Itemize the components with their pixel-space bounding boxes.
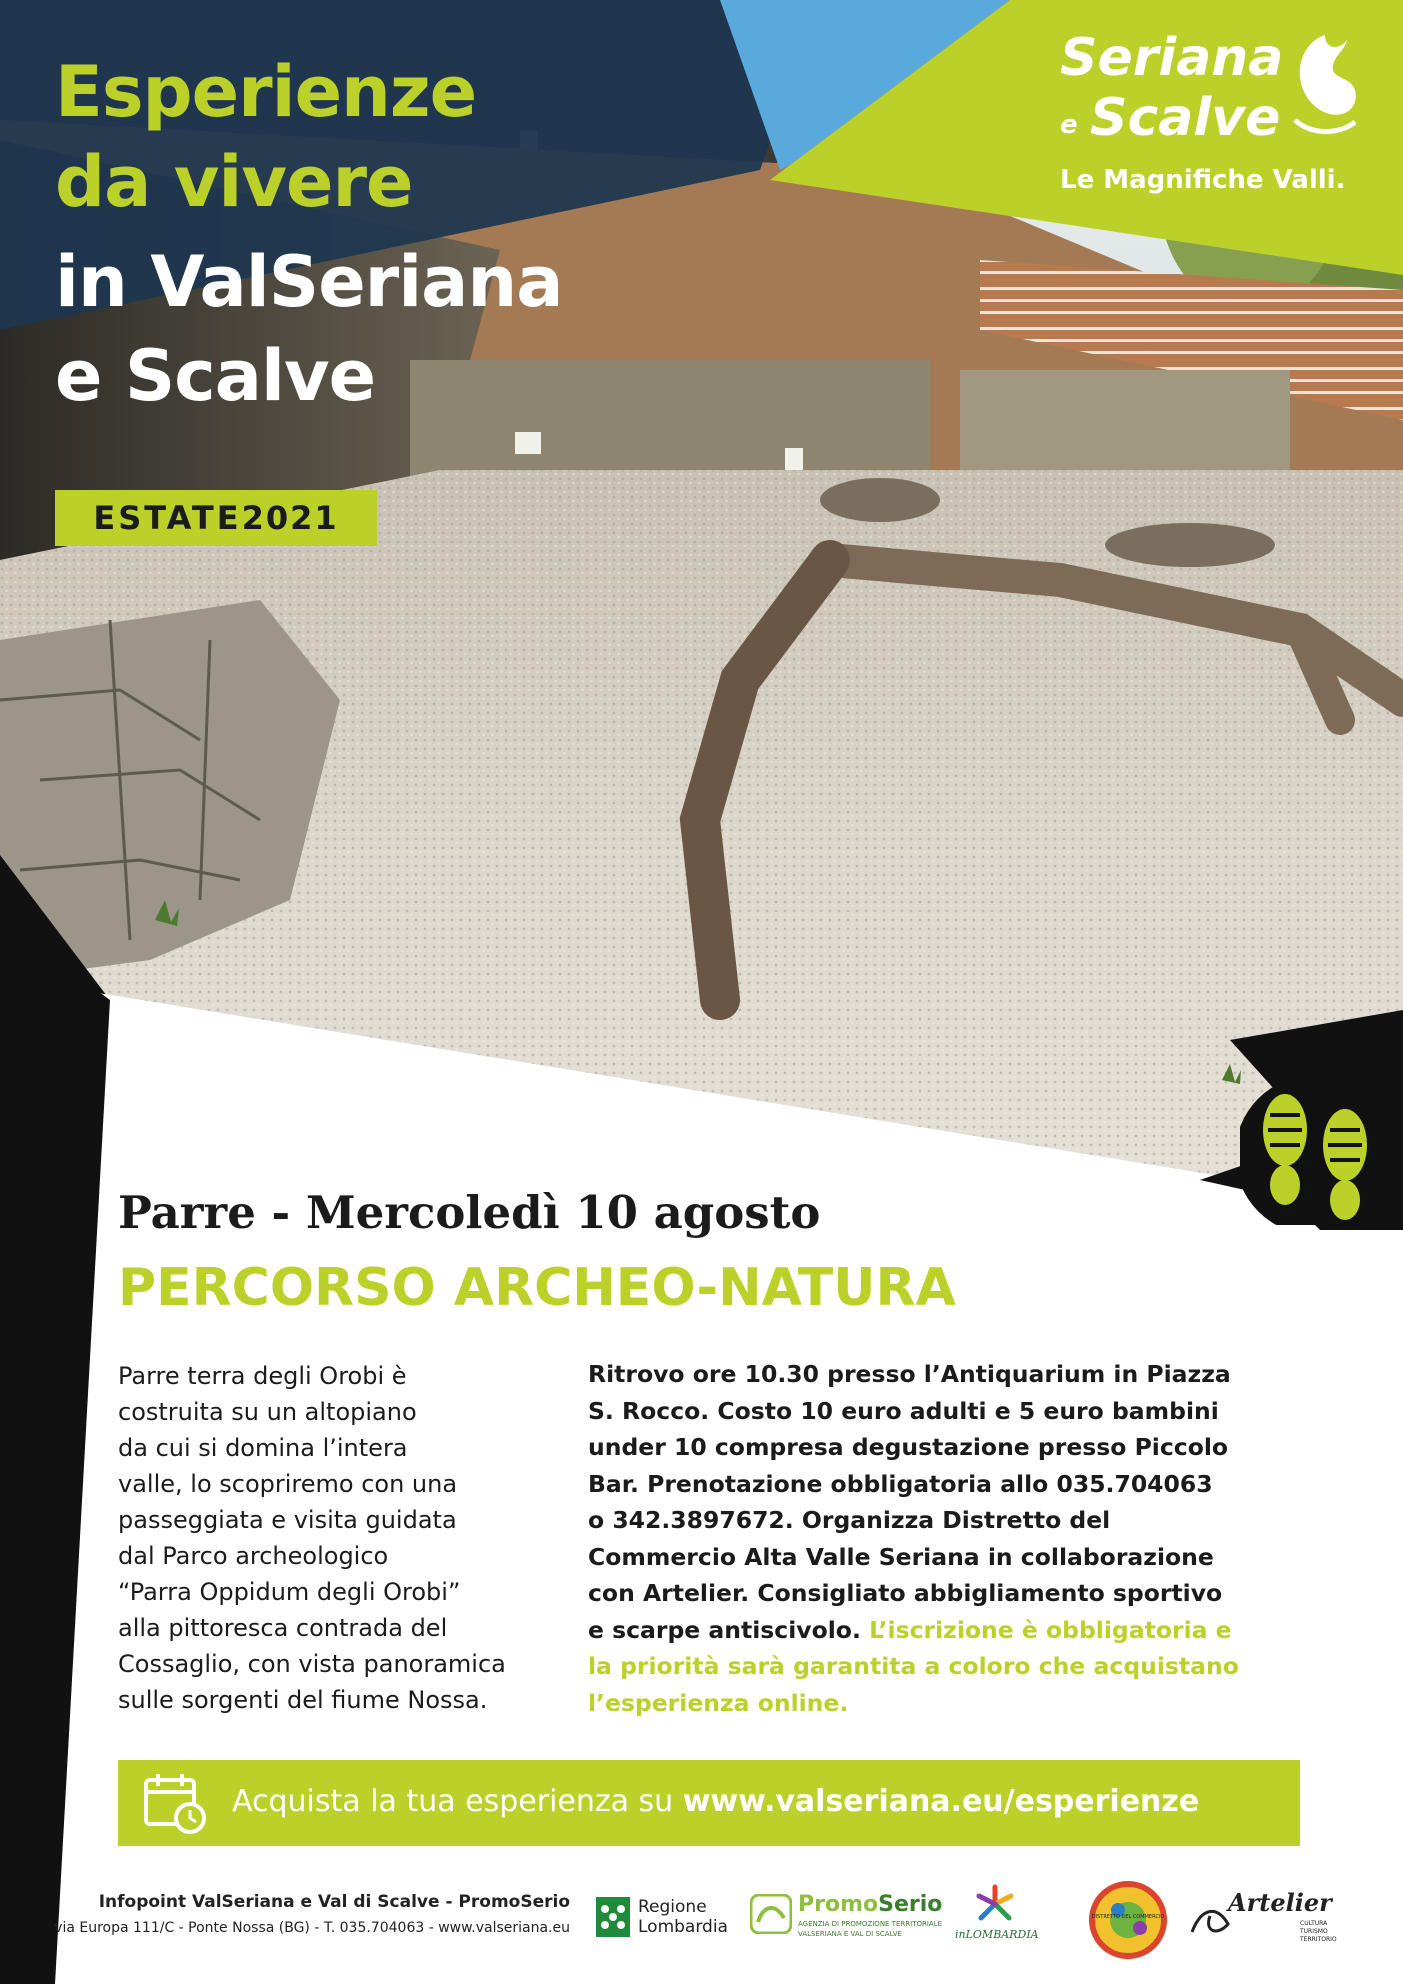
promoserio-sub1: AGENZIA DI PROMOZIONE TERRITORIALE	[798, 1920, 943, 1928]
event-place-date: Parre - Mercoledì 10 agosto	[118, 1186, 821, 1239]
brand-name-connector: e	[1060, 110, 1078, 140]
title-line-1: Esperienze	[55, 51, 477, 133]
inlombardia-text: inLOMBARDIA	[955, 1928, 1039, 1941]
description-line: Parre terra degli Orobi è	[118, 1362, 407, 1390]
promoserio-wordmark	[798, 1892, 942, 1917]
artelier-wordmark: Artelier	[1228, 1888, 1332, 1917]
description-line: alla pittoresca contrada del	[118, 1614, 448, 1642]
promoserio-emblem-icon	[750, 1894, 792, 1934]
season-badge	[55, 490, 377, 546]
artelier-logo	[1190, 1888, 1337, 1948]
details-highlight-line: l’esperienza online.	[588, 1688, 849, 1717]
regione-line1: Regione	[638, 1897, 707, 1917]
description-line: da cui si domina l’intera	[118, 1434, 408, 1462]
description-line: dal Parco archeologico	[118, 1542, 389, 1570]
footprints-icon	[1240, 1085, 1390, 1225]
details-line-last	[588, 1612, 1288, 1649]
details-text: e scarpe antiscivolo.	[588, 1615, 861, 1644]
description-line: valle, lo scopriremo con una	[118, 1470, 458, 1498]
title-line-4: e Scalve	[55, 335, 376, 417]
purchase-link[interactable]: www.valseriana.eu/esperienze	[682, 1784, 1200, 1819]
purchase-prefix: Acquista la tua esperienza su	[232, 1784, 683, 1819]
description-line: passeggiata e visita guidata	[118, 1506, 457, 1534]
details-line: o 342.3897672. Organizza Distretto del	[588, 1506, 1111, 1534]
event-description	[118, 1358, 558, 1718]
brand-mountain-logo-icon	[1285, 30, 1365, 140]
regione-line2: Lombardia	[638, 1917, 728, 1937]
artelier-sub2: TURISMO	[1300, 1928, 1328, 1935]
promoserio-b: Serio	[878, 1892, 943, 1917]
details-highlight-line: la priorità sarà garantita a coloro che acquistano	[588, 1652, 1239, 1680]
event-title: PERCORSO ARCHEO-NATURA	[118, 1258, 956, 1318]
description-line: Cossaglio, con vista panoramica	[118, 1650, 506, 1678]
inlombardia-logo	[955, 1884, 1039, 1954]
season-year: 2021	[241, 499, 339, 537]
details-line: Ritrovo ore 10.30 presso l’Antiquarium in Piazza	[588, 1360, 1231, 1388]
artelier-sub3: TERRITORIO	[1300, 1936, 1337, 1943]
event-details	[588, 1356, 1288, 1721]
details-highlight: L’iscrizione è obbligatoria e	[869, 1615, 1232, 1644]
description-line: costruita su un altopiano	[118, 1398, 417, 1426]
promoserio-sub2: VALSERIANA E VAL DI SCALVE	[798, 1930, 902, 1938]
infopoint-address: via Europa 111/C - Ponte Nossa (BG) - T. 035.704063 - www.valseriana.eu	[54, 1920, 570, 1936]
artelier-swirl-icon	[1190, 1902, 1230, 1938]
brand-name-line2: Scalve	[1090, 88, 1281, 148]
details-line: con Artelier. Consigliato abbigliamento sportivo	[588, 1579, 1223, 1607]
lombardy-rose-icon	[596, 1897, 630, 1937]
brand-tagline: Le Magnifiche Valli.	[1060, 165, 1346, 195]
artelier-sub1: CULTURA	[1300, 1920, 1328, 1927]
distretto-logo	[1088, 1880, 1168, 1960]
details-line: Commercio Alta Valle Seriana in collaborazione	[588, 1542, 1214, 1571]
promoserio-logo	[750, 1892, 943, 1952]
brand-name-line1: Seriana	[1060, 28, 1284, 88]
details-line: S. Rocco. Costo 10 euro adulti e 5 euro bambini	[588, 1396, 1219, 1425]
calendar-clock-icon	[142, 1770, 208, 1836]
description-line: “Parra Oppidum degli Orobi”	[118, 1578, 461, 1606]
title-line-2: da vivere	[55, 141, 413, 223]
season-label: ESTATE	[93, 499, 242, 537]
inlombardia-star-icon	[973, 1884, 1017, 1924]
regione-lombardia-logo	[596, 1895, 736, 1951]
details-line: Bar. Prenotazione obbligatoria allo 035.704063	[588, 1469, 1213, 1498]
title-line-3: in ValSeriana	[55, 241, 563, 323]
purchase-text[interactable]	[232, 1784, 1199, 1819]
details-line: under 10 compresa degustazione presso Piccolo	[588, 1433, 1229, 1461]
promoserio-a: Promo	[798, 1892, 879, 1917]
infopoint-name: Infopoint ValSeriana e Val di Scalve - PromoSerio	[98, 1892, 570, 1912]
distretto-badge-icon	[1088, 1880, 1168, 1960]
description-line: sulle sorgenti del fiume Nossa.	[118, 1686, 488, 1714]
distretto-text: DISTRETTO DEL COMMERCIO	[1091, 1914, 1165, 1920]
